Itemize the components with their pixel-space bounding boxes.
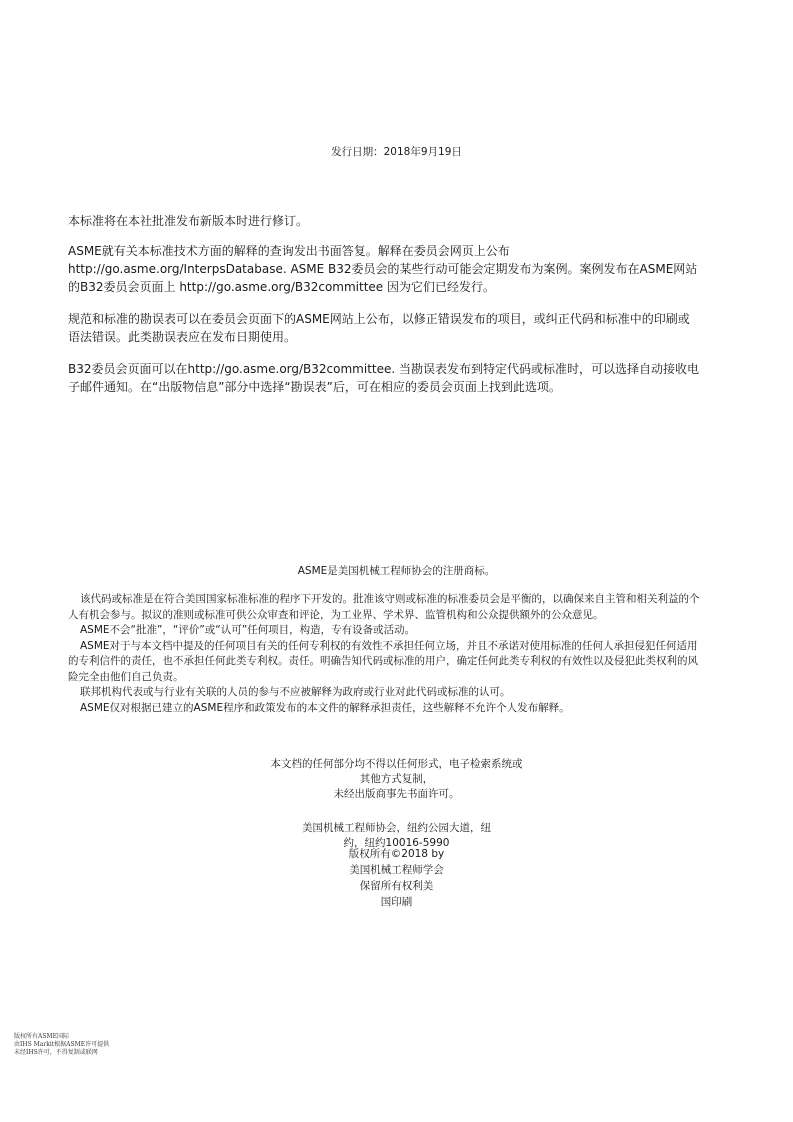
notice-paragraph: ASME就有关本标准技术方面的解释的查询发出书面答复。解释在委员会网页上公布http://go.asme.org/InterpsDatabase. ASME B32委员会的某些行动可能会定期发布为案例。案例发布在ASME网站的B32委员会页面上 http://go.asme.org/B32committee 因为它们已经发行。 — [68, 244, 698, 294]
trademark-notice: ASME是美国机械工程师协会的注册商标。 — [297, 565, 496, 577]
footer-line: 未经IHS许可，不得复制或联网 — [14, 1049, 98, 1056]
reproduction-notice — [0, 757, 793, 802]
license-footer — [14, 1033, 109, 1057]
notice-paragraph: 本标准将在本社批准发布新版本时进行修订。 — [68, 214, 309, 228]
address-line: 约，纽约10016-5990 — [343, 837, 450, 849]
legal-paragraph: ASME对于与本文档中提及的任何项目有关的任何专利权的有效性不承担任何立场，并且不承诺对使用标准的任何人承担侵犯任何适用的专利信件的责任，也不承担任何此类专利权。责任。明确告知代码或标准的用户，确定任何此类专利权的有效性以及侵犯此类权利的风险完全由他们自己负责。 — [68, 639, 698, 683]
issue-date: 发行日期：2018年9月19日 — [331, 146, 462, 158]
legal-paragraph: 联邦机构代表或与行业有关联的人员的参与不应被解释为政府或行业对此代码或标准的认可。 — [80, 686, 511, 698]
footer-line: 版权所有ASME国际 — [14, 1033, 69, 1040]
legal-paragraph: ASME不会“批准”，“评价”或“认可”任何项目，构造，专有设备或活动。 — [80, 624, 416, 636]
reproduction-line: 本文档的任何部分均不得以任何形式，电子检索系统或 — [270, 758, 523, 770]
legal-disclaimer — [68, 592, 708, 716]
reproduction-line: 未经出版商事先书面许可。 — [333, 788, 460, 800]
legal-paragraph: 该代码或标准是在符合美国国家标准标准的程序下开发的。批准该守则或标准的标准委员会是平衡的，以确保来自主管和相关利益的个人有机会参与。拟议的准则或标准可供公众审查和评论，为工业界、学术界、监管机构和公众提供额外的公众意见。 — [68, 593, 700, 621]
notice-paragraph: B32委员会页面可以在http://go.asme.org/B32committee. 当勘误表发布到特定代码或标准时，可以选择自动接收电子邮件通知。在“出版物信息”部分中选择“勘误表”后，可在相应的委员会页面上找到此选项。 — [68, 362, 700, 394]
reproduction-line: 其他方式复制， — [359, 773, 434, 785]
notice-paragraph: 规范和标准的勘误表可以在委员会页面下的ASME网站上公布，以修正错误发布的项目，或纠正代码和标准中的印刷或语法错误。此类勘误表应在发布日期使用。 — [68, 312, 690, 344]
notices-section — [68, 212, 701, 410]
copyright-line: 保留所有权利美 — [359, 880, 434, 892]
legal-paragraph: ASME仅对根据已建立的ASME程序和政策发布的本文件的解释承担责任，这些解释不允许个人发布解释。 — [80, 701, 570, 714]
address-line: 美国机械工程师协会，纽约公园大道，纽 — [302, 822, 491, 834]
copyright-line: 国印刷 — [380, 896, 413, 908]
copyright-line: 美国机械工程师学会 — [349, 864, 444, 876]
footer-line: 由IHS Markit根据ASME许可提供 — [14, 1041, 110, 1048]
copyright-notice — [0, 846, 793, 910]
copyright-line: 版权所有©2018 by — [348, 848, 445, 860]
